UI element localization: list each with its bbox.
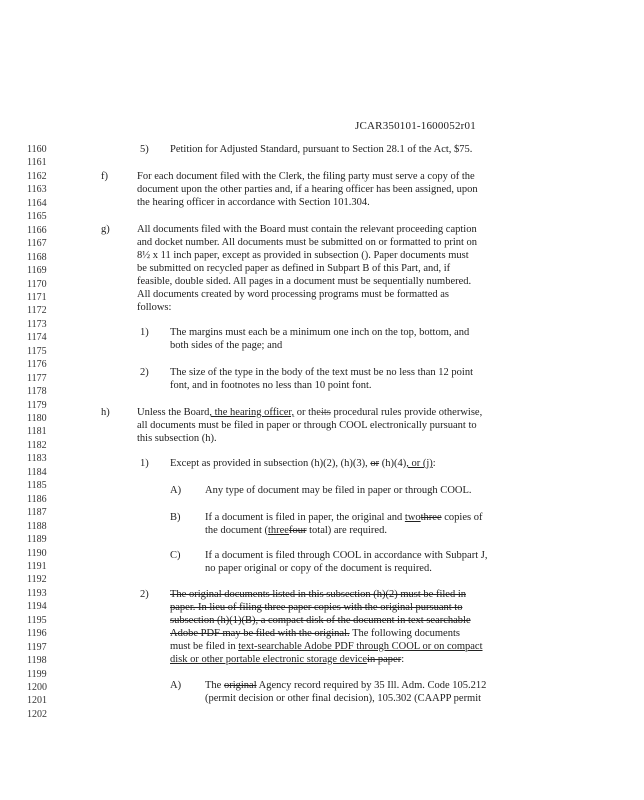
line-number: 1198 — [27, 655, 47, 667]
paragraph-line: be submitted on recycled paper as defined in Subpart B of this Part, and, if — [137, 263, 451, 274]
line-number: 1200 — [27, 682, 47, 693]
line-number: 1179 — [27, 399, 47, 411]
paragraph-line: All documents created by word processing programs must be formatted as — [137, 289, 450, 300]
subsection-label: g) — [101, 224, 110, 235]
line-number: 1202 — [27, 708, 47, 720]
paragraph-line: Any type of document may be filed in paper or through COOL. — [205, 485, 472, 496]
paragraph-line: all documents must be filed in paper or through COOL electronically pursuant to — [137, 420, 477, 431]
line-number: 1193 — [27, 587, 47, 599]
paragraph-line: feasible, double sided. All pages in a document must be sequentially numbered. — [137, 276, 472, 287]
line-number: 1161 — [27, 157, 47, 169]
paragraph-line: Petition for Adjusted Standard, pursuant to Section 28.1 of the Act, $75. — [170, 144, 473, 155]
line-number: 1180 — [27, 413, 47, 424]
line-number: 1196 — [27, 628, 47, 640]
paragraph-line: The size of the type in the body of the text must be no less than 12 point — [170, 367, 473, 378]
item-label: C) — [170, 550, 181, 561]
line-number: 1171 — [27, 291, 47, 303]
line-number: 1192 — [27, 574, 47, 586]
paragraph-line: must be filed in text-searchable Adobe PDF through COOL or on compact — [170, 641, 483, 652]
paragraph-line: document upon the other parties and, if a hearing officer has been assigned, upon — [137, 184, 478, 195]
line-number: 1197 — [27, 641, 47, 653]
paragraph-line: For each document filed with the Clerk, the filing party must serve a copy of the — [137, 171, 475, 182]
line-number: 1189 — [27, 534, 47, 545]
paragraph-line: The original Agency record required by 35 Ill. Adm. Code 105.212 — [205, 680, 487, 691]
paragraph-line: disk or other portable electronic storage devicein paper: — [170, 654, 405, 665]
line-number: 1163 — [27, 184, 47, 196]
line-number: 1164 — [27, 197, 47, 209]
line-number: 1199 — [27, 668, 47, 680]
line-number: 1177 — [27, 372, 47, 384]
line-number: 1176 — [27, 359, 47, 371]
item-label: 2) — [140, 367, 149, 378]
line-number: 1201 — [27, 695, 47, 707]
item-label: 1) — [140, 327, 149, 338]
line-number: 1162 — [27, 170, 47, 182]
item-label: 1) — [140, 458, 149, 469]
paragraph-line: both sides of the page; and — [170, 340, 283, 351]
paragraph-line: no paper original or copy of the document is required. — [205, 563, 432, 574]
paragraph-line: All documents filed with the Board must contain the relevant proceeding caption — [137, 224, 477, 235]
line-number: 1160 — [27, 144, 47, 155]
line-number: 1187 — [27, 507, 47, 519]
paragraph-line: If a document is filed through COOL in accordance with Subpart J, — [205, 550, 488, 561]
line-number: 1181 — [27, 426, 47, 438]
item-label: A) — [170, 680, 182, 691]
paragraph-line: this subsection (h). — [137, 433, 217, 444]
subsection-label: h) — [101, 407, 110, 418]
line-number: 1169 — [27, 265, 47, 277]
line-number: 1174 — [27, 332, 47, 344]
line-number: 1166 — [27, 224, 47, 236]
paragraph-line: The original documents listed in this subsection (h)(2) must be filed in — [170, 589, 466, 600]
paragraph-line: The margins must each be a minimum one inch on the top, bottom, and — [170, 327, 470, 338]
paragraph-line: 8½ x 11 inch paper, except as provided in subsection (). Paper documents must — [137, 250, 469, 261]
paragraph-line: Adobe PDF may be filed with the original. The following documents — [170, 628, 460, 639]
line-number: 1175 — [27, 345, 47, 357]
line-number: 1188 — [27, 520, 47, 532]
paragraph-line: font, and in footnotes no less than 10 point font. — [170, 380, 372, 391]
item-label: 5) — [140, 144, 149, 155]
item-label: A) — [170, 485, 182, 496]
line-number: 1194 — [27, 601, 47, 613]
line-number: 1167 — [27, 238, 47, 250]
line-number: 1191 — [27, 561, 47, 572]
line-number: 1183 — [27, 453, 47, 465]
line-number: 1195 — [27, 614, 47, 626]
document-header: JCAR350101-1600052r01 — [355, 120, 476, 132]
paragraph-line: subsection (h)(1)(B), a compact disk of the document in text searchable — [170, 615, 471, 626]
paragraph-line: and docket number. All documents must be submitted on or formatted to print on — [137, 237, 478, 248]
item-label: B) — [170, 512, 181, 523]
paragraph-line: follows: — [137, 302, 172, 313]
paragraph-line: If a document is filed in paper, the original and twothree copies of — [205, 512, 483, 523]
line-number: 1190 — [27, 547, 47, 559]
line-number: 1178 — [27, 386, 47, 398]
paragraph-line: Except as provided in subsection (h)(2), (h)(3), or (h)(4), or (j): — [170, 458, 436, 469]
paragraph-line: Unless the Board, the hearing officer, or theits procedural rules provide otherwise, — [137, 407, 483, 418]
subsection-label: f) — [101, 171, 108, 182]
line-number: 1165 — [27, 211, 47, 223]
line-number: 1184 — [27, 466, 47, 478]
line-number: 1182 — [27, 439, 47, 451]
line-number: 1173 — [27, 318, 47, 330]
line-number: 1185 — [27, 480, 47, 492]
paragraph-line: paper. In lieu of filing three paper copies with the original pursuant to — [170, 602, 463, 613]
line-number: 1168 — [27, 251, 47, 263]
item-label: 2) — [140, 589, 149, 600]
paragraph-line: the document (threefour total) are required. — [205, 525, 387, 536]
line-number: 1172 — [27, 305, 47, 317]
paragraph-line: the hearing officer in accordance with Section 101.304. — [137, 197, 370, 208]
line-number: 1186 — [27, 493, 47, 505]
paragraph-line: (permit decision or other final decision), 105.302 (CAAPP permit — [205, 693, 482, 704]
line-number: 1170 — [27, 278, 47, 290]
